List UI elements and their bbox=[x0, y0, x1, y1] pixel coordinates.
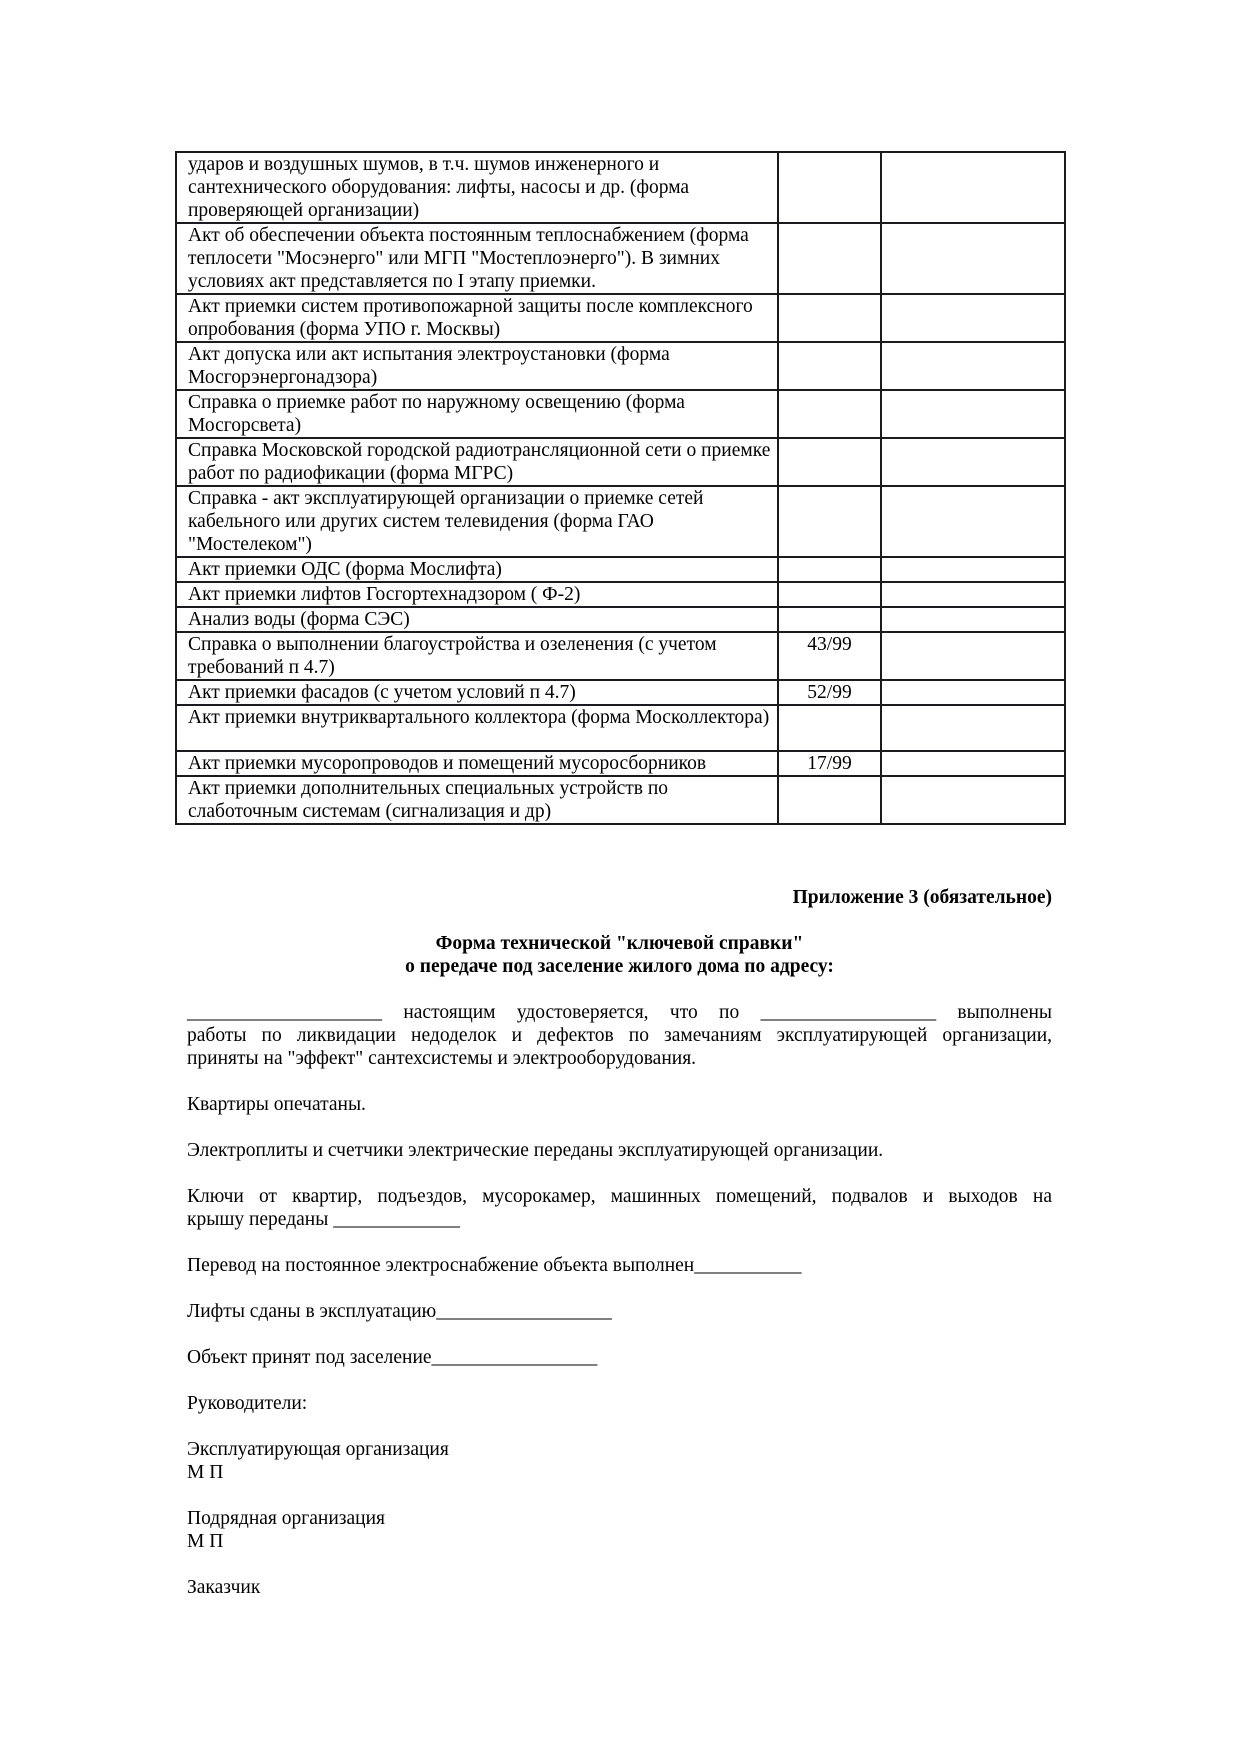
intro-line-3: приняты на "эффект" сантехсистемы и электрооборудования. bbox=[187, 1048, 697, 1069]
table-row bbox=[176, 152, 1065, 223]
act-number bbox=[778, 486, 881, 557]
table-row bbox=[176, 438, 1065, 486]
table-row bbox=[176, 705, 1065, 751]
appendix-label: Приложение 3 (обязательное) bbox=[792, 887, 1052, 908]
lifts-statement: Лифты сданы в эксплуатацию__________________ bbox=[187, 1301, 612, 1322]
acceptance-acts-table bbox=[175, 151, 1066, 825]
act-description: Акт приемки ОДС (форма Мослифта) bbox=[176, 557, 778, 582]
power-statement: Перевод на постоянное электроснабжение объекта выполнен___________ bbox=[187, 1255, 802, 1276]
act-description: Акт приемки систем противопожарной защиты после комплексного опробования (форма УПО г. Москвы) bbox=[176, 294, 778, 342]
contractor-org-label: Подрядная организация bbox=[187, 1508, 385, 1529]
table-row bbox=[176, 582, 1065, 607]
sealed-statement: Квартиры опечатаны. bbox=[187, 1094, 366, 1115]
keys-line-1: Ключи от квартир, подъездов, мусорокамер, машинных помещений, подвалов и выходов на bbox=[187, 1186, 1052, 1207]
act-description: Акт допуска или акт испытания электроустановки (форма Мосгорэнергонадзора) bbox=[176, 342, 778, 390]
act-number bbox=[778, 390, 881, 438]
table-row bbox=[176, 223, 1065, 294]
blank-field-address: __________________ bbox=[760, 1002, 937, 1023]
table-row bbox=[176, 776, 1065, 824]
table-row bbox=[176, 390, 1065, 438]
act-number bbox=[778, 152, 881, 223]
act-note bbox=[881, 390, 1065, 438]
act-number bbox=[778, 705, 881, 751]
act-description: Справка о выполнении благоустройства и озеленения (с учетом требований п 4.7) bbox=[176, 632, 778, 680]
act-description: Акт приемки внутриквартального коллектора (форма Москоллектора) bbox=[176, 705, 778, 751]
form-title bbox=[187, 932, 1052, 978]
act-number: 52/99 bbox=[778, 680, 881, 705]
act-number bbox=[778, 776, 881, 824]
heads-label: Руководители: bbox=[187, 1393, 308, 1414]
stoves-statement: Электроплиты и счетчики электрические переданы эксплуатирующей организации. bbox=[187, 1140, 884, 1161]
operator-seal-label: М П bbox=[187, 1462, 224, 1483]
table-row bbox=[176, 680, 1065, 705]
act-number bbox=[778, 607, 881, 632]
table-row bbox=[176, 486, 1065, 557]
act-description: Анализ воды (форма СЭС) bbox=[176, 607, 778, 632]
operator-signature-block bbox=[187, 1438, 1052, 1484]
act-number bbox=[778, 582, 881, 607]
intro-line-2: работы по ликвидации недоделок и дефектов по замечаниям эксплуатирующей организации, bbox=[187, 1025, 1052, 1046]
act-description: ударов и воздушных шумов, в т.ч. шумов инженерного и сантехнического оборудования: лифты, насосы и др. (форма проверяющей организации) bbox=[176, 152, 778, 223]
table-row bbox=[176, 751, 1065, 776]
act-description: Акт об обеспечении объекта постоянным теплоснабжением (форма теплосети "Мосэнерго" или МГП "Мостеплоэнерго"). В зимних условиях акт представляется по I этапу приемки. bbox=[176, 223, 778, 294]
customer-label: Заказчик bbox=[187, 1577, 261, 1598]
act-description: Справка о приемке работ по наружному освещению (форма Мосгорсвета) bbox=[176, 390, 778, 438]
act-note bbox=[881, 557, 1065, 582]
act-description: Акт приемки фасадов (с учетом условий п 4.7) bbox=[176, 680, 778, 705]
table-row bbox=[176, 342, 1065, 390]
act-note bbox=[881, 632, 1065, 680]
act-description: Акт приемки лифтов Госгортехнадзором ( Ф-2) bbox=[176, 582, 778, 607]
intro-text: настоящим удостоверяется, что по bbox=[403, 1002, 740, 1023]
act-note bbox=[881, 680, 1065, 705]
intro-line-1 bbox=[187, 1001, 1052, 1024]
act-number: 43/99 bbox=[778, 632, 881, 680]
accepted-statement: Объект принят под заселение_________________ bbox=[187, 1347, 598, 1368]
act-note bbox=[881, 776, 1065, 824]
blank-field-organization: ____________________ bbox=[187, 1002, 382, 1023]
contractor-seal-label: М П bbox=[187, 1531, 224, 1552]
act-note bbox=[881, 294, 1065, 342]
act-number bbox=[778, 294, 881, 342]
table-row bbox=[176, 294, 1065, 342]
act-number: 17/99 bbox=[778, 751, 881, 776]
act-note bbox=[881, 223, 1065, 294]
act-note bbox=[881, 751, 1065, 776]
contractor-signature-block bbox=[187, 1507, 1052, 1553]
form-title-line2: о передаче под заселение жилого дома по адресу: bbox=[405, 956, 834, 977]
act-note bbox=[881, 438, 1065, 486]
act-number bbox=[778, 557, 881, 582]
table-row bbox=[176, 632, 1065, 680]
act-note bbox=[881, 342, 1065, 390]
act-note bbox=[881, 152, 1065, 223]
keys-line-2: крышу переданы _____________ bbox=[187, 1209, 460, 1230]
act-description: Справка - акт эксплуатирующей организации о приемке сетей кабельного или других систем телевидения (форма ГАО "Мостелеком") bbox=[176, 486, 778, 557]
act-note bbox=[881, 486, 1065, 557]
act-number bbox=[778, 342, 881, 390]
act-note bbox=[881, 582, 1065, 607]
act-number bbox=[778, 438, 881, 486]
form-title-line1: Форма технической "ключевой справки" bbox=[435, 933, 804, 954]
act-note bbox=[881, 705, 1065, 751]
act-description: Справка Московской городской радиотрансляционной сети о приемке работ по радиофикации (форма МГРС) bbox=[176, 438, 778, 486]
operator-org-label: Эксплуатирующая организация bbox=[187, 1439, 449, 1460]
intro-text-end: выполнены bbox=[957, 1002, 1053, 1023]
keys-paragraph bbox=[187, 1185, 1052, 1231]
act-description: Акт приемки мусоропроводов и помещений мусоросборников bbox=[176, 751, 778, 776]
act-number bbox=[778, 223, 881, 294]
table-row bbox=[176, 607, 1065, 632]
act-note bbox=[881, 607, 1065, 632]
table-row bbox=[176, 557, 1065, 582]
intro-paragraph bbox=[187, 1001, 1052, 1070]
act-description: Акт приемки дополнительных специальных устройств по слаботочным системам (сигнализация и др) bbox=[176, 776, 778, 824]
